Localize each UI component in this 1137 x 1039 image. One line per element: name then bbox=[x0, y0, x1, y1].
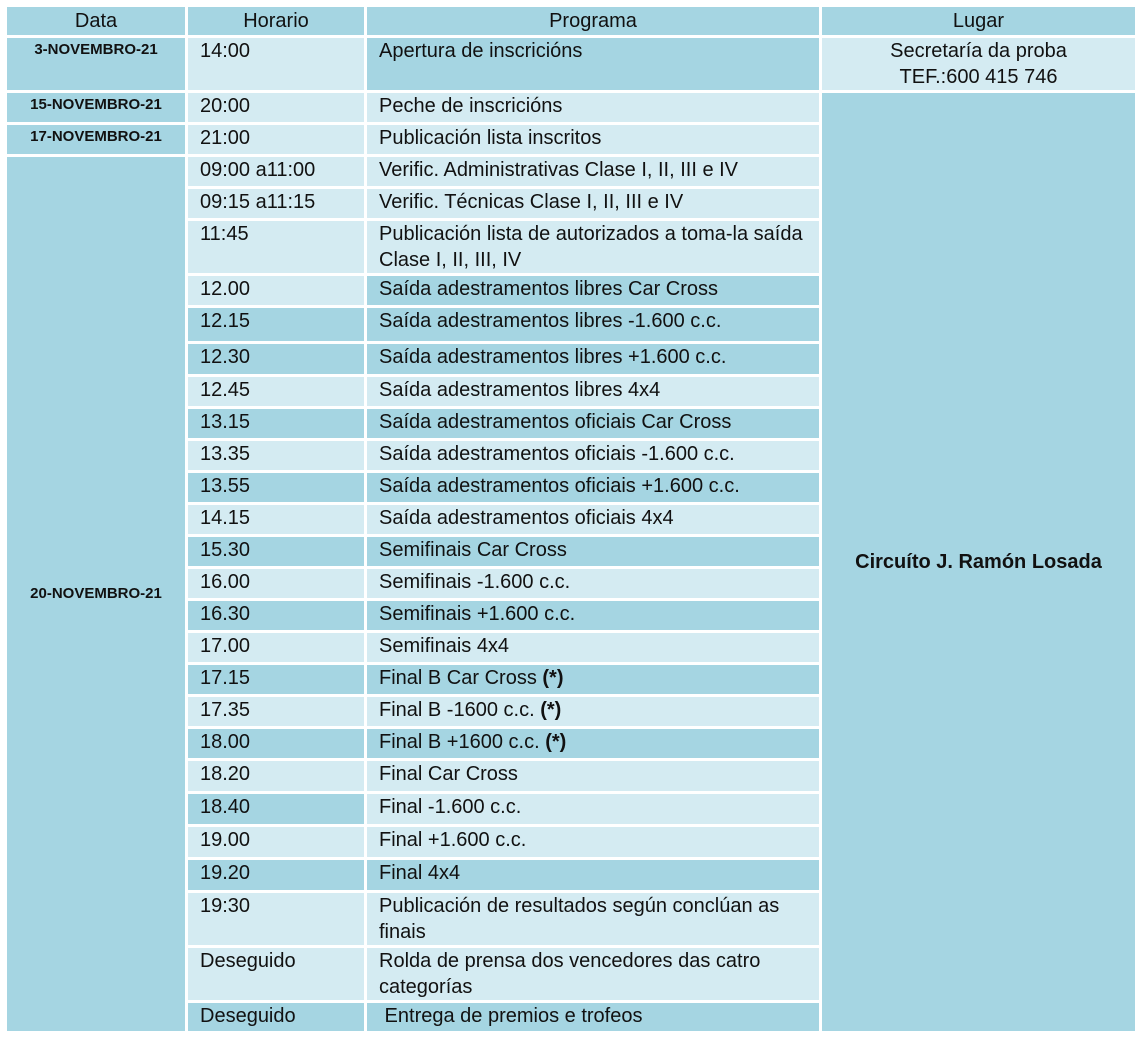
date-cell: 20-NOVEMBRO-21 bbox=[7, 157, 185, 1031]
program-cell: Semifinais -1.600 c.c. bbox=[367, 569, 819, 598]
program-cell: Saída adestramentos libres -1.600 c.c. bbox=[367, 308, 819, 341]
footnote-mark: (*) bbox=[545, 731, 567, 753]
time-cell: 19:30 bbox=[188, 893, 364, 945]
program-text: Final B Car Cross bbox=[379, 667, 543, 689]
program-cell bbox=[367, 697, 819, 726]
date-cell: 15-NOVEMBRO-21 bbox=[7, 93, 185, 122]
program-cell: Verific. Administrativas Clase I, II, III e IV bbox=[367, 157, 819, 186]
time-cell: 09:15 a11:15 bbox=[188, 189, 364, 218]
place-secretaria: Secretaría da proba bbox=[890, 40, 1067, 62]
program-cell: Semifinais +1.600 c.c. bbox=[367, 601, 819, 630]
time-cell: 21:00 bbox=[188, 125, 364, 154]
program-cell: Final +1.600 c.c. bbox=[367, 827, 819, 857]
time-cell: 19.20 bbox=[188, 860, 364, 890]
header-date: Data bbox=[7, 7, 185, 35]
program-cell: Apertura de inscricións bbox=[367, 38, 819, 90]
time-cell: Deseguido bbox=[188, 948, 364, 1000]
time-cell: 14:00 bbox=[188, 38, 364, 90]
time-cell: 15.30 bbox=[188, 537, 364, 566]
program-cell bbox=[367, 665, 819, 694]
program-cell: Publicación de resultados según conclúan as finais bbox=[367, 893, 819, 945]
program-cell: Final Car Cross bbox=[367, 761, 819, 791]
program-cell: Saída adestramentos libres +1.600 c.c. bbox=[367, 344, 819, 374]
header-program: Programa bbox=[367, 7, 819, 35]
time-cell: 13.15 bbox=[188, 409, 364, 438]
program-cell: Saída adestramentos oficiais 4x4 bbox=[367, 505, 819, 534]
table-row bbox=[7, 93, 1135, 122]
time-cell: 17.00 bbox=[188, 633, 364, 662]
time-cell: 12.30 bbox=[188, 344, 364, 374]
time-cell: 17.15 bbox=[188, 665, 364, 694]
time-cell: 19.00 bbox=[188, 827, 364, 857]
program-cell: Final -1.600 c.c. bbox=[367, 794, 819, 824]
time-cell: 18.40 bbox=[188, 794, 364, 824]
time-cell: 13.35 bbox=[188, 441, 364, 470]
date-cell: 3-NOVEMBRO-21 bbox=[7, 38, 185, 90]
time-cell: 18.00 bbox=[188, 729, 364, 758]
time-cell: 17.35 bbox=[188, 697, 364, 726]
footnote-mark: (*) bbox=[542, 667, 564, 689]
place-circuit: Circuíto J. Ramón Losada bbox=[822, 93, 1135, 1031]
program-cell: Verific. Técnicas Clase I, II, III e IV bbox=[367, 189, 819, 218]
program-cell: Rolda de prensa dos vencedores das catro categorías bbox=[367, 948, 819, 1000]
place-phone: TEF.:600 415 746 bbox=[899, 66, 1058, 88]
time-cell: 11:45 bbox=[188, 221, 364, 273]
program-text: Final B +1600 c.c. bbox=[379, 731, 546, 753]
time-cell: 16.00 bbox=[188, 569, 364, 598]
program-cell: Saída adestramentos oficiais -1.600 c.c. bbox=[367, 441, 819, 470]
time-cell: 12.45 bbox=[188, 377, 364, 406]
program-cell: Publicación lista de autorizados a toma-la saída Clase I, II, III, IV bbox=[367, 221, 819, 273]
program-cell: Saída adestramentos libres Car Cross bbox=[367, 276, 819, 305]
time-cell: Deseguido bbox=[188, 1003, 364, 1031]
footnote-mark: (*) bbox=[540, 699, 562, 721]
program-cell: Saída adestramentos oficiais Car Cross bbox=[367, 409, 819, 438]
place-secretaria-cell bbox=[822, 38, 1135, 90]
program-cell: Peche de inscricións bbox=[367, 93, 819, 122]
program-cell: Semifinais 4x4 bbox=[367, 633, 819, 662]
time-cell: 09:00 a11:00 bbox=[188, 157, 364, 186]
program-cell: Publicación lista inscritos bbox=[367, 125, 819, 154]
time-cell: 18.20 bbox=[188, 761, 364, 791]
program-cell bbox=[367, 729, 819, 758]
time-cell: 16.30 bbox=[188, 601, 364, 630]
date-cell: 17-NOVEMBRO-21 bbox=[7, 125, 185, 154]
table-row bbox=[7, 38, 1135, 90]
time-cell: 12.00 bbox=[188, 276, 364, 305]
program-cell: Saída adestramentos oficiais +1.600 c.c. bbox=[367, 473, 819, 502]
schedule-table bbox=[4, 4, 1137, 1034]
time-cell: 13.55 bbox=[188, 473, 364, 502]
header-place: Lugar bbox=[822, 7, 1135, 35]
time-cell: 20:00 bbox=[188, 93, 364, 122]
time-cell: 12.15 bbox=[188, 308, 364, 341]
program-cell: Final 4x4 bbox=[367, 860, 819, 890]
time-cell: 14.15 bbox=[188, 505, 364, 534]
header-time: Horario bbox=[188, 7, 364, 35]
program-cell: Saída adestramentos libres 4x4 bbox=[367, 377, 819, 406]
header-row bbox=[7, 7, 1135, 35]
program-text: Final B -1600 c.c. bbox=[379, 699, 541, 721]
program-cell: Entrega de premios e trofeos bbox=[367, 1003, 819, 1031]
program-cell: Semifinais Car Cross bbox=[367, 537, 819, 566]
